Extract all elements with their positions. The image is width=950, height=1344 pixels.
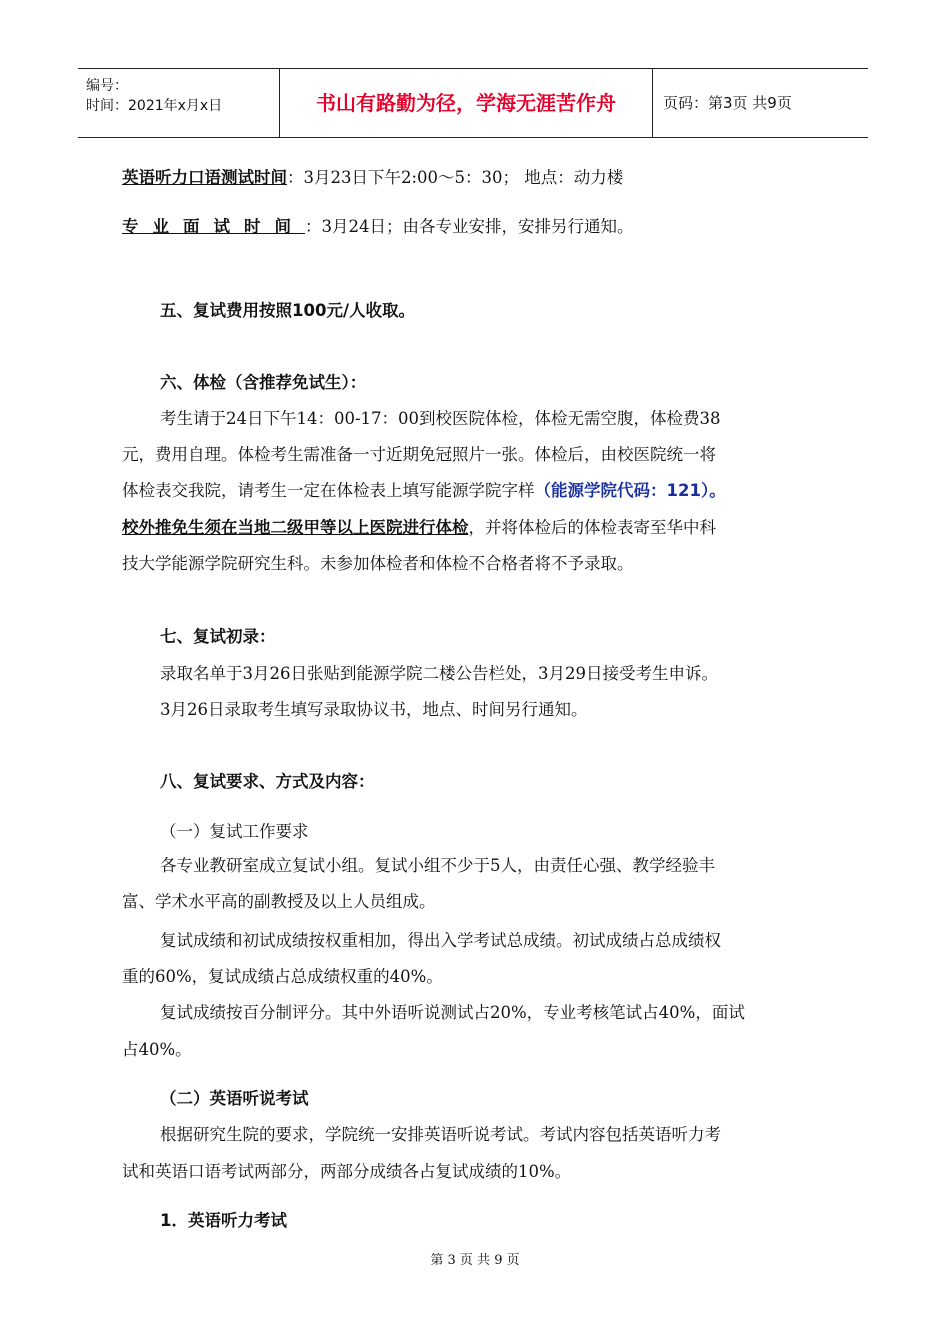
para-2-line-1: 复试成绩和初试成绩按权重相加，得出入学考试总成绩。初试成绩占总成绩权 [160, 931, 721, 950]
listening-schedule-label: 英语听力口语测试时间 [122, 168, 287, 187]
para-2-line-2: 重的60%，复试成绩占总成绩权重的40%。 [122, 967, 443, 986]
section-7-line-2: 3月26日录取考生填写录取协议书，地点、时间另行通知。 [160, 700, 588, 719]
section-6-line-4 [122, 514, 716, 538]
section-8-title: 八、复试要求、方式及内容： [160, 772, 375, 791]
section-7-title: 七、复试初录： [160, 627, 276, 646]
interview-schedule-label: 专业面试时间 [122, 217, 305, 236]
para-4-line-1: 根据研究生院的要求，学院统一安排英语听说考试。考试内容包括英语听力考 [160, 1125, 721, 1144]
section-6-line-1: 考生请于24日下午14：00-17：00到校医院体检，体检无需空腹，体检费38 [160, 409, 721, 428]
subsection-1-title: （一）复试工作要求 [160, 822, 309, 841]
doc-number-label: 编号： [86, 78, 128, 94]
header-page-code: 页码：第3页 共9页 [663, 94, 792, 112]
para-3-line-1: 复试成绩按百分制评分。其中外语听说测试占20%，专业考核笔试占40%，面试 [160, 1003, 745, 1022]
section-6-title: 六、体检（含推荐免试生）： [160, 373, 367, 392]
section-6-line-3 [122, 477, 726, 501]
header-motto: 书山有路勤为径，学海无涯苦作舟 [280, 69, 653, 137]
subsection-2-title: （二）英语听说考试 [160, 1089, 309, 1108]
page-footer: 第 3 页 共 9 页 [430, 1253, 520, 1268]
interview-schedule-text: ：3月24日；由各专业安排，安排另行通知。 [305, 217, 634, 236]
doc-date-label: 时间：2021年x月x日 [86, 98, 223, 114]
para-4-line-2: 试和英语口语考试两部分，两部分成绩各占复试成绩的10%。 [122, 1162, 572, 1181]
section-6-line-3-text: 体检表交我院，请考生一定在体检表上填写能源学院字样 [122, 481, 535, 500]
listening-schedule-line [122, 164, 623, 188]
para-3-line-2: 占40%。 [122, 1040, 192, 1059]
section-6-line-5: 技大学能源学院研究生科。未参加体检者和体检不合格者将不予录取。 [122, 554, 634, 573]
page-header [78, 68, 868, 138]
item-1-title: 1．英语听力考试 [160, 1211, 287, 1230]
section-5-title: 五、复试费用按照100元/人收取。 [160, 301, 415, 320]
para-1-line-1: 各专业教研室成立复试小组。复试小组不少于5人，由责任心强、教学经验丰 [160, 856, 715, 875]
listening-schedule-text: ：3月23日下午2:00～5：30； 地点：动力楼 [287, 168, 624, 187]
interview-schedule-line [122, 213, 634, 237]
section-6-line-2: 元，费用自理。体检考生需准备一寸近期免冠照片一张。体检后，由校医院统一将 [122, 445, 716, 464]
para-1-line-2: 富、学术水平高的副教授及以上人员组成。 [122, 892, 436, 911]
section-7-line-1: 录取名单于3月26日张贴到能源学院二楼公告栏处，3月29日接受考生申诉。 [160, 664, 718, 683]
institute-code-note: （能源学院代码：121）。 [534, 481, 726, 500]
section-6-line-4-text: ，并将体检后的体检表寄至华中科 [468, 518, 716, 537]
header-meta [78, 69, 280, 137]
external-exam-note: 校外推免生须在当地二级甲等以上医院进行体检 [122, 518, 469, 537]
